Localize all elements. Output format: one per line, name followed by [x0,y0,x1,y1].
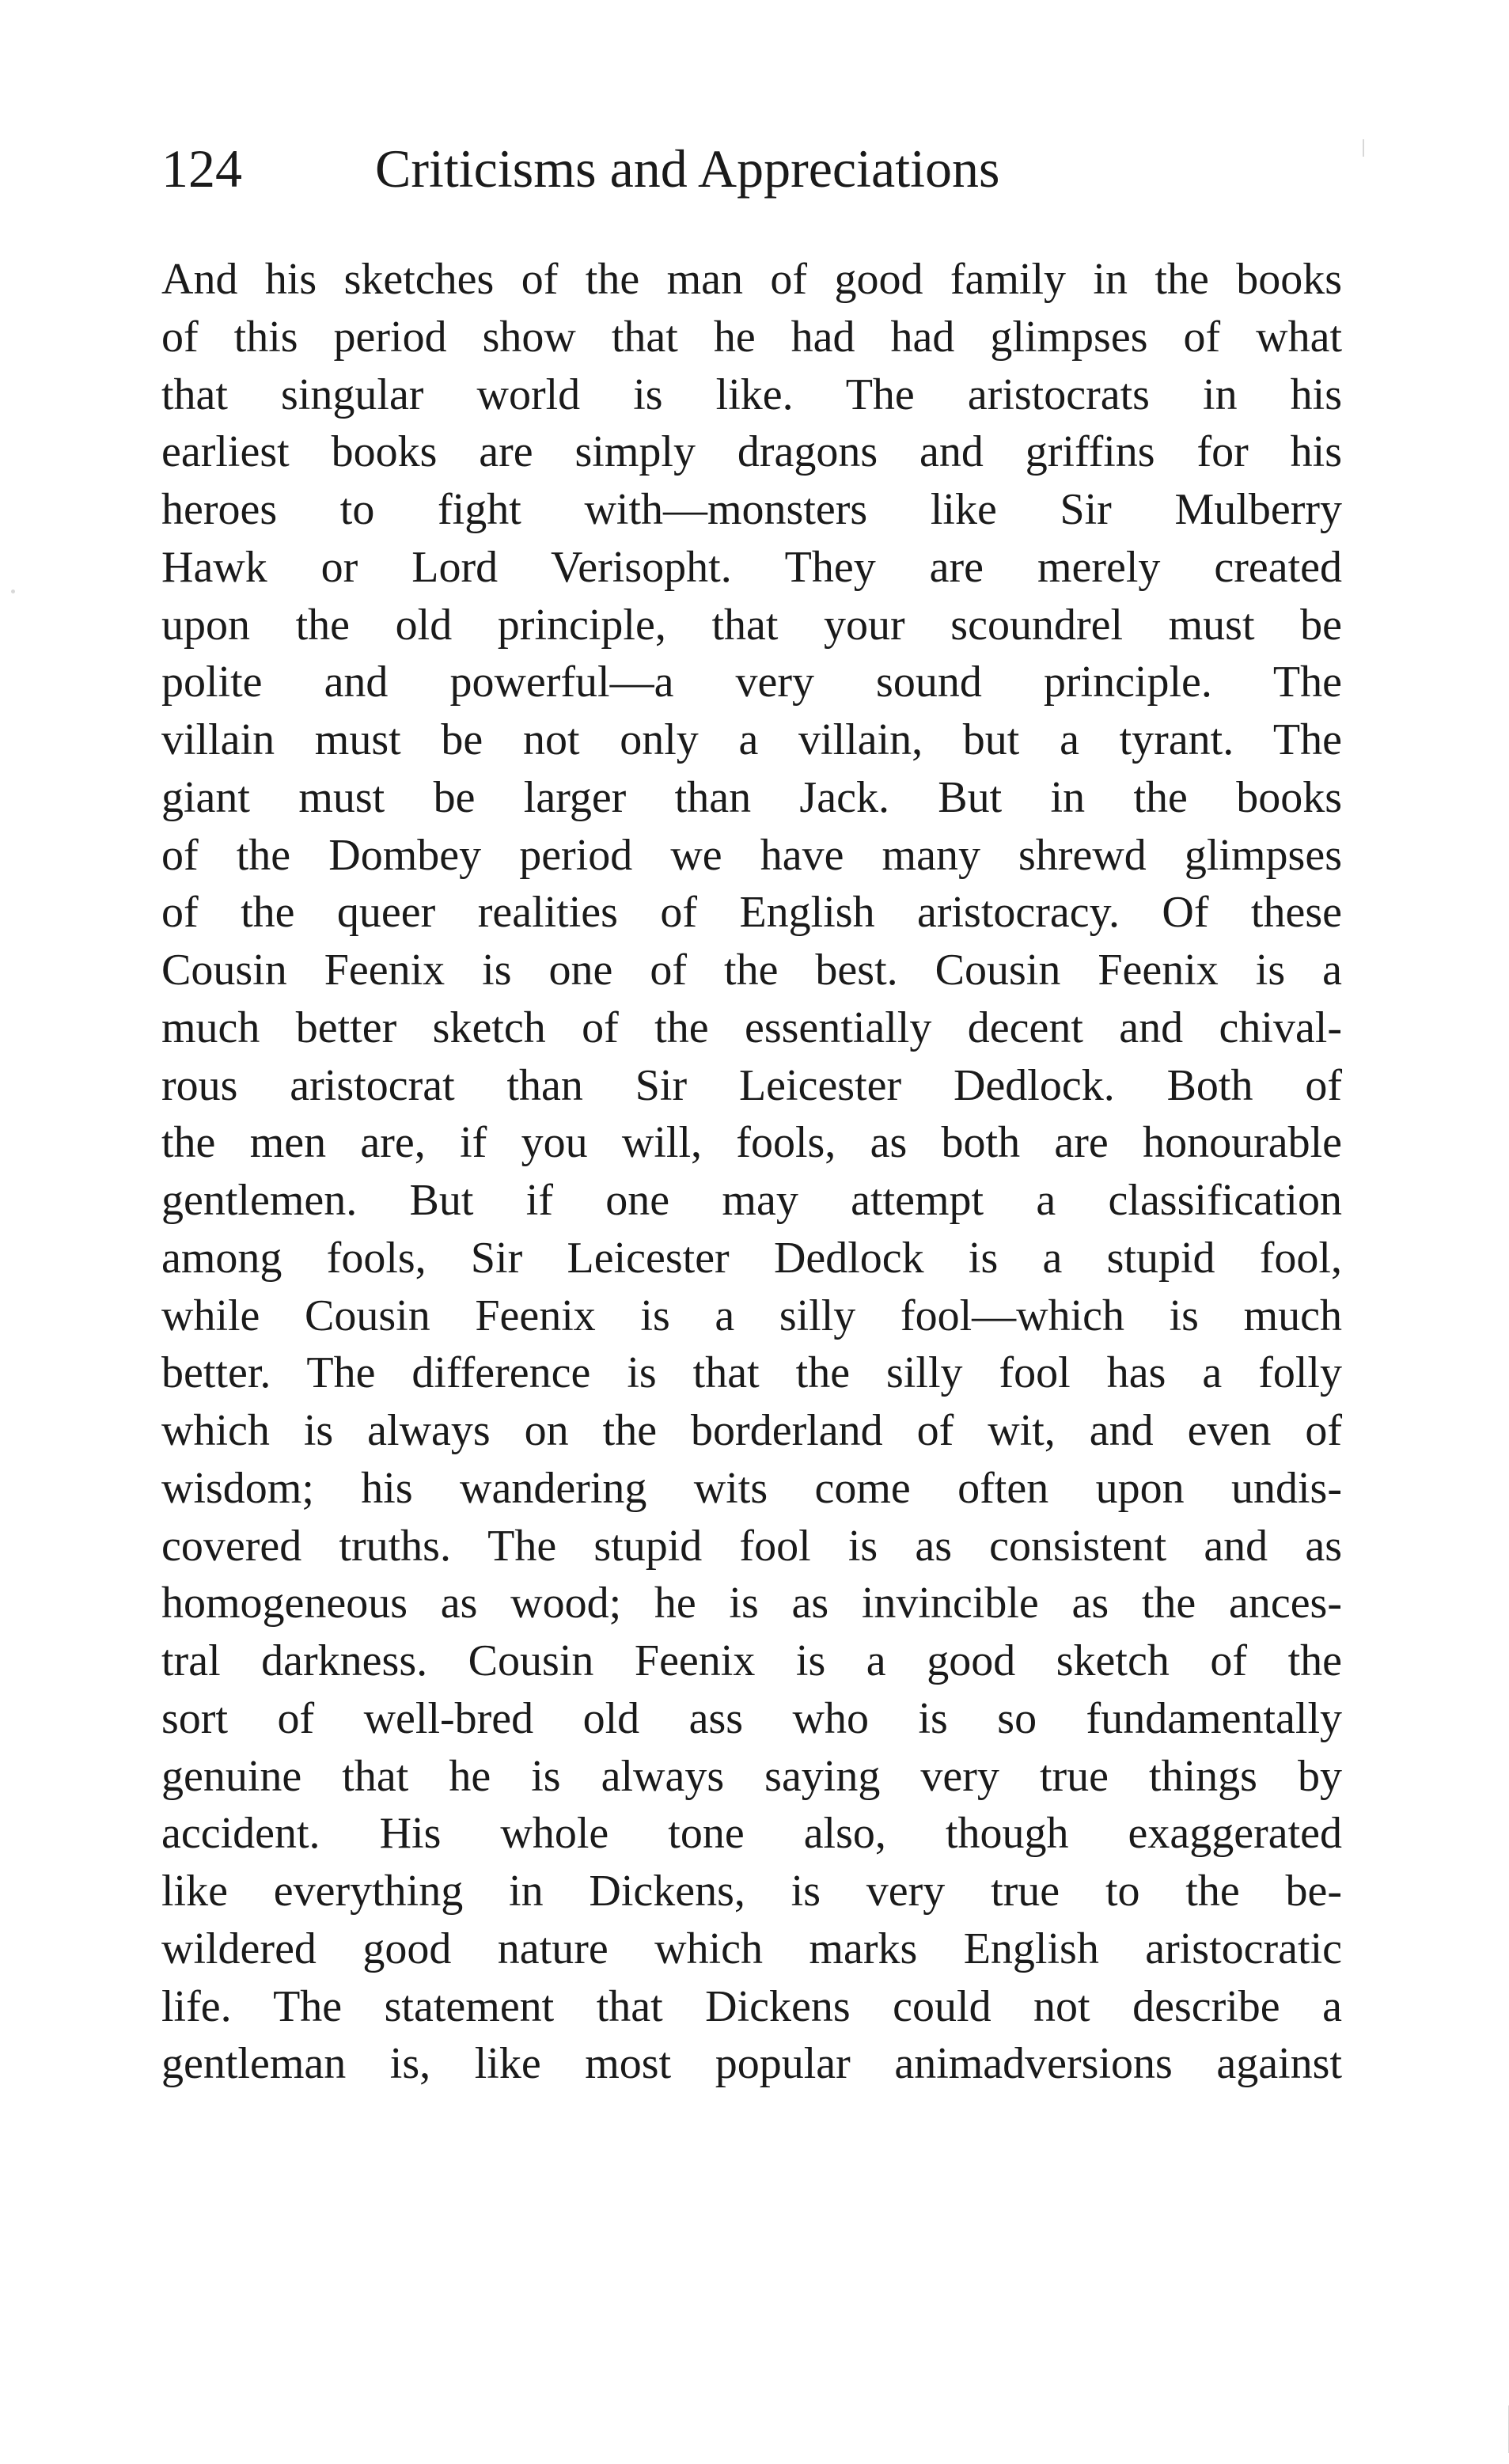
text-line: upon the old principle, that your scoundrel must be [161,600,1342,650]
text-line: covered truths. The stupid fool is as consistent and as [161,1521,1342,1571]
text-line: that singular world is like. The aristocrats in his [161,370,1342,419]
text-line: better. The difference is that the silly fool has a folly [161,1348,1342,1398]
text-line: Cousin Feenix is one of the best. Cousin Feenix is a [161,946,1342,995]
text-line: sort of well-bred old ass who is so fundamentally [161,1693,1342,1743]
text-line: heroes to fight with—monsters like Sir Mulberry [161,485,1342,534]
text-line: of the Dombey period we have many shrewd glimpses [161,830,1342,880]
text-line: of this period show that he had had glimpses of what [161,312,1342,362]
scan-edge-mark [1363,139,1364,157]
text-line: polite and powerful—a very sound principle. The [161,658,1342,707]
text-line: homogeneous as wood; he is as invincible as the ances- [161,1579,1342,1628]
body-text [161,251,1342,2093]
text-line: wildered good nature which marks English aristocratic [161,1924,1342,1973]
text-line: among fools, Sir Leicester Dedlock is a stupid fool, [161,1233,1342,1283]
text-line: while Cousin Feenix is a silly fool—which is much [161,1291,1342,1340]
text-line: the men are, if you will, fools, as both are honourable [161,1118,1342,1168]
text-line: accident. His whole tone also, though exaggerated [161,1809,1342,1859]
text-line: gentleman is, like most popular animadversions against [161,2039,1342,2089]
text-line: tral darkness. Cousin Feenix is a good sketch of the [161,1636,1342,1685]
text-line: which is always on the borderland of wit, and even of [161,1406,1342,1455]
text-line: villain must be not only a villain, but a tyrant. The [161,715,1342,764]
text-line: much better sketch of the essentially decent and chival- [161,1003,1342,1052]
text-line: giant must be larger than Jack. But in the books [161,772,1342,822]
text-line: wisdom; his wandering wits come often upon undis- [161,1463,1342,1513]
scan-speck [11,589,15,593]
text-line: And his sketches of the man of good family in the books [161,255,1342,304]
text-line: gentlemen. But if one may attempt a classification [161,1176,1342,1225]
page-number: 124 [161,138,242,199]
text-line: rous aristocrat than Sir Leicester Dedlock. Both of [161,1060,1342,1110]
text-line: like everything in Dickens, is very true to the be- [161,1867,1342,1916]
running-head [161,133,1348,204]
text-line: of the queer realities of English aristocracy. Of these [161,888,1342,938]
text-line: Hawk or Lord Verisopht. They are merely created [161,542,1342,592]
text-line: earliest books are simply dragons and griffins for his [161,427,1342,477]
text-line: life. The statement that Dickens could not describe a [161,1981,1342,2031]
text-line: genuine that he is always saying very true things by [161,1751,1342,1801]
running-title: Criticisms and Appreciations [375,138,1000,199]
